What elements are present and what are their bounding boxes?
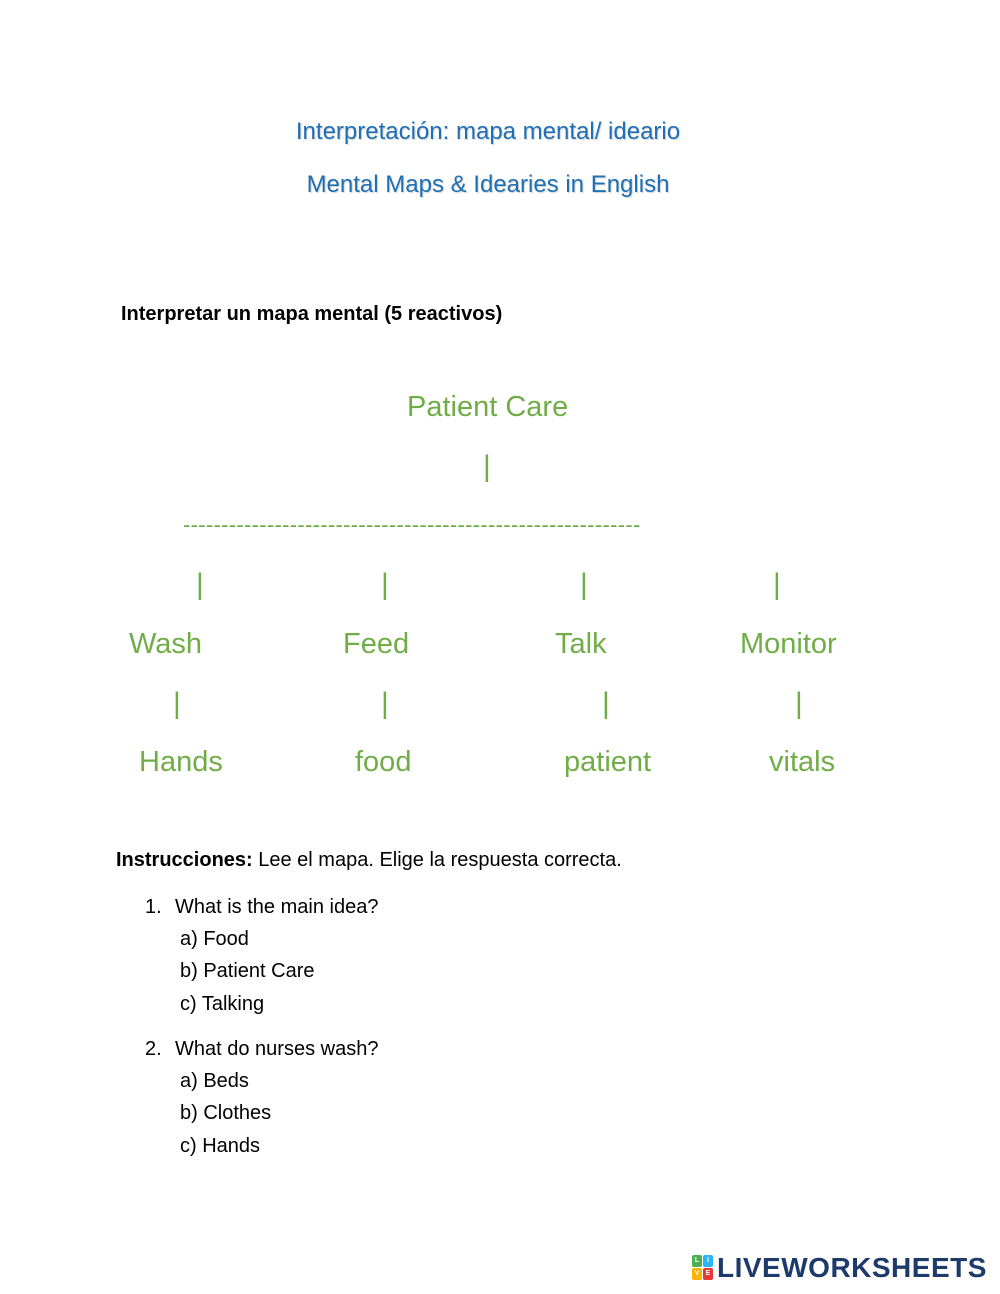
connector-leaf-3: | <box>602 687 610 720</box>
leaf-label: food <box>355 746 412 778</box>
connector-leaf-2: | <box>381 687 389 720</box>
answer-option[interactable]: b) Clothes <box>180 1102 272 1124</box>
answer-option[interactable]: a) Food <box>180 928 249 950</box>
question-text: What is the main idea? <box>175 896 379 918</box>
branch-divider: ------------------------------------------------------------ <box>183 512 641 537</box>
connector-branch-2: | <box>381 568 389 601</box>
instructions-label: Instrucciones: <box>116 849 253 871</box>
question-text: What do nurses wash? <box>175 1038 379 1060</box>
connector-leaf-4: | <box>795 687 803 720</box>
answer-option[interactable]: c) Hands <box>180 1135 261 1157</box>
page-subtitle: Mental Maps & Idearies in English <box>306 171 670 198</box>
answer-option[interactable]: b) Patient Care <box>180 960 315 982</box>
answer-option[interactable]: a) Beds <box>180 1070 249 1092</box>
branch-label: Talk <box>555 628 607 660</box>
liveworksheets-logo <box>692 1252 987 1284</box>
leaf-label: vitals <box>769 746 836 778</box>
connector-branch-3: | <box>580 568 588 601</box>
connector-branch-1: | <box>196 568 204 601</box>
logo-tile: V <box>692 1268 702 1280</box>
leaf-label: Hands <box>139 746 223 778</box>
logo-tile: L <box>692 1255 702 1267</box>
branch-label: Wash <box>129 628 203 660</box>
connector-root: | <box>483 450 491 483</box>
branch-label: Feed <box>343 628 410 660</box>
section-title: Interpretar un mapa mental (5 reactivos) <box>121 303 503 325</box>
page-title: Interpretación: mapa mental/ ideario <box>295 118 681 145</box>
logo-tile: I <box>703 1255 713 1267</box>
brand-name: LIVEWORKSHEETS <box>717 1252 987 1283</box>
connector-branch-4: | <box>773 568 781 601</box>
leaf-label: patient <box>564 746 652 778</box>
mind-map-root: Patient Care <box>407 391 569 423</box>
liveworksheets-logo-icon <box>692 1255 714 1281</box>
question-number: 1. <box>145 896 162 918</box>
logo-tile: E <box>703 1268 713 1280</box>
branch-label: Monitor <box>740 628 837 660</box>
connector-leaf-1: | <box>173 687 181 720</box>
question-number: 2. <box>145 1038 162 1060</box>
instructions-text: Lee el mapa. Elige la respuesta correcta. <box>252 849 622 871</box>
instructions <box>116 849 622 872</box>
answer-option[interactable]: c) Talking <box>180 993 265 1015</box>
